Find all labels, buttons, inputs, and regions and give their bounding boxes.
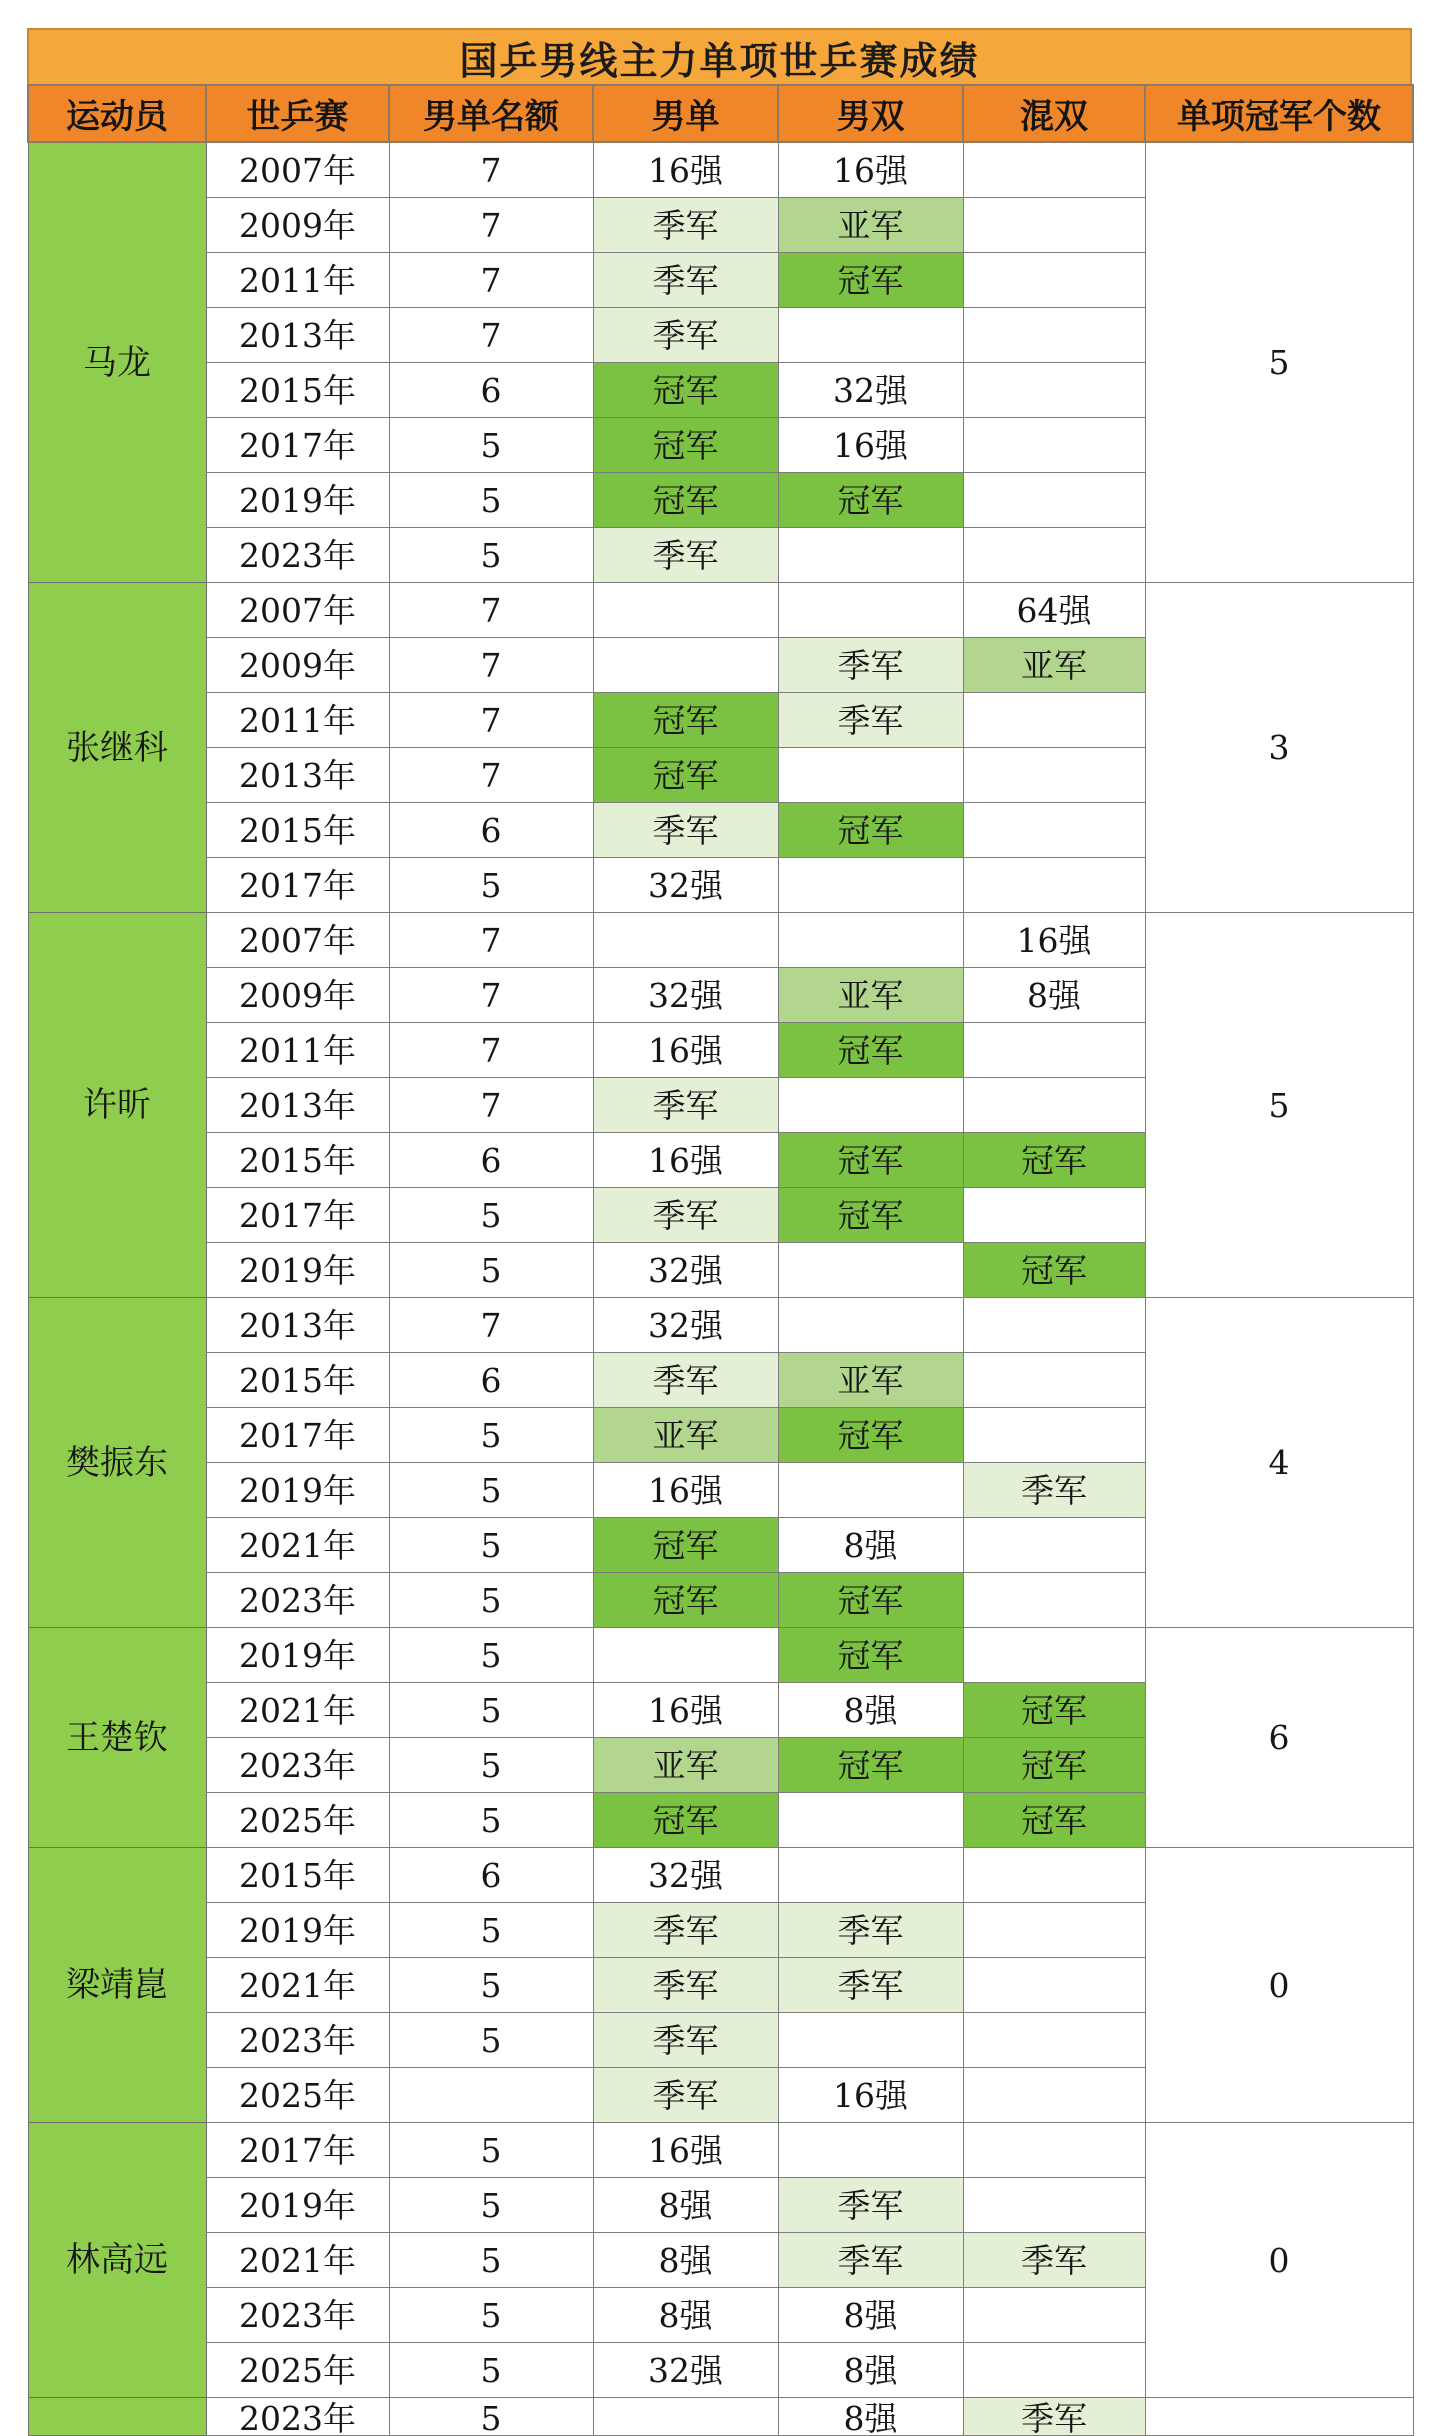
mixed-doubles-result (963, 2178, 1145, 2233)
championship-year: 2017年 (206, 858, 389, 913)
mens-doubles-result (778, 1793, 963, 1848)
mixed-doubles-result (963, 693, 1145, 748)
singles-quota: 7 (389, 583, 593, 638)
table-row (28, 913, 1413, 968)
mens-doubles-result: 季军 (778, 1958, 963, 2013)
singles-quota: 7 (389, 1023, 593, 1078)
mens-doubles-result: 亚军 (778, 1353, 963, 1408)
mens-doubles-result (778, 1848, 963, 1903)
singles-quota: 5 (389, 2178, 593, 2233)
championship-year: 2013年 (206, 748, 389, 803)
championship-year: 2013年 (206, 1078, 389, 1133)
singles-quota: 7 (389, 968, 593, 1023)
mens-doubles-result (778, 1078, 963, 1133)
mens-singles-result: 冠军 (593, 748, 778, 803)
title-count: 5 (1145, 142, 1413, 583)
singles-quota: 7 (389, 913, 593, 968)
mixed-doubles-result (963, 2123, 1145, 2178)
championship-year: 2015年 (206, 1848, 389, 1903)
mens-doubles-result (778, 2013, 963, 2068)
singles-quota: 5 (389, 528, 593, 583)
mens-doubles-result: 8强 (778, 1683, 963, 1738)
header-singles-quota: 男单名额 (389, 85, 593, 142)
header-row (28, 85, 1413, 142)
championship-year: 2019年 (206, 1463, 389, 1518)
singles-quota: 7 (389, 1078, 593, 1133)
championship-year: 2021年 (206, 2233, 389, 2288)
mixed-doubles-result: 冠军 (963, 1738, 1145, 1793)
championship-year: 2017年 (206, 2123, 389, 2178)
mixed-doubles-result: 冠军 (963, 1793, 1145, 1848)
championship-year: 2013年 (206, 308, 389, 363)
mens-doubles-result (778, 2123, 963, 2178)
mixed-doubles-result (963, 418, 1145, 473)
mens-doubles-result: 8强 (778, 1518, 963, 1573)
mens-doubles-result-text: 8强 (843, 2399, 898, 2436)
mens-doubles-result: 冠军 (778, 1573, 963, 1628)
mens-singles-result (593, 913, 778, 968)
mens-doubles-result (778, 528, 963, 583)
header-mens-singles: 男单 (593, 85, 778, 142)
mens-singles-result: 冠军 (593, 1518, 778, 1573)
mens-singles-result: 16强 (593, 1023, 778, 1078)
singles-quota: 5 (389, 2233, 593, 2288)
singles-quota: 5 (389, 1683, 593, 1738)
mens-doubles-result: 冠军 (778, 1133, 963, 1188)
mens-singles-result: 季军 (593, 1958, 778, 2013)
mens-doubles-result: 冠军 (778, 473, 963, 528)
mens-doubles-result: 冠军 (778, 1738, 963, 1793)
mens-singles-result: 冠军 (593, 473, 778, 528)
title-count: 0 (1145, 2123, 1413, 2398)
championship-year: 2009年 (206, 198, 389, 253)
mixed-doubles-result: 季军 (963, 1463, 1145, 1518)
mixed-doubles-result (963, 858, 1145, 913)
mens-singles-result: 8强 (593, 2288, 778, 2343)
mens-singles-result: 季军 (593, 2013, 778, 2068)
results-table (27, 84, 1414, 2436)
table-row (28, 583, 1413, 638)
mixed-doubles-result (963, 308, 1145, 363)
singles-quota: 5 (389, 1903, 593, 1958)
mens-singles-result: 冠军 (593, 363, 778, 418)
mens-doubles-result: 亚军 (778, 198, 963, 253)
title-count: 5 (1145, 913, 1413, 1298)
athlete-name: 樊振东 (28, 1298, 206, 1628)
mixed-doubles-result (963, 1628, 1145, 1683)
mixed-doubles-result (963, 1298, 1145, 1353)
singles-quota: 7 (389, 693, 593, 748)
championship-year: 2009年 (206, 968, 389, 1023)
singles-quota: 5 (389, 1573, 593, 1628)
singles-quota (389, 2068, 593, 2123)
mens-doubles-result: 冠军 (778, 1628, 963, 1683)
mixed-doubles-result: 亚军 (963, 638, 1145, 693)
singles-quota: 6 (389, 1848, 593, 1903)
table-body (28, 142, 1413, 2436)
mens-singles-result: 16强 (593, 1463, 778, 1518)
championship-year: 2025年 (206, 2343, 389, 2398)
mens-singles-result: 季军 (593, 2068, 778, 2123)
mens-singles-result: 季军 (593, 528, 778, 583)
mens-doubles-result: 8强 (778, 2288, 963, 2343)
mens-singles-result: 32强 (593, 968, 778, 1023)
mixed-doubles-result (963, 1903, 1145, 1958)
championship-year: 2007年 (206, 913, 389, 968)
title-count-partial (1145, 2398, 1413, 2436)
singles-quota-text: 5 (480, 2399, 502, 2436)
championship-year: 2011年 (206, 693, 389, 748)
mens-singles-result: 8强 (593, 2178, 778, 2233)
athlete-name: 林高远 (28, 2123, 206, 2398)
mens-doubles-result: 亚军 (778, 968, 963, 1023)
athlete-name: 张继科 (28, 583, 206, 913)
results-sheet (27, 28, 1412, 2436)
header-title-count: 单项冠军个数 (1145, 85, 1413, 142)
header-mixed-doubles: 混双 (963, 85, 1145, 142)
singles-quota: 5 (389, 1408, 593, 1463)
mixed-doubles-result (963, 1023, 1145, 1078)
championship-year: 2017年 (206, 1408, 389, 1463)
championship-year: 2019年 (206, 1628, 389, 1683)
mixed-doubles-result: 16强 (963, 913, 1145, 968)
mixed-doubles-result (963, 2398, 1145, 2436)
singles-quota: 5 (389, 418, 593, 473)
championship-year: 2007年 (206, 142, 389, 198)
mens-singles-result: 季军 (593, 1903, 778, 1958)
mixed-doubles-result (963, 198, 1145, 253)
championship-year: 2023年 (206, 1738, 389, 1793)
athlete-name: 王楚钦 (28, 1628, 206, 1848)
mens-singles-result: 32强 (593, 1298, 778, 1353)
mens-doubles-result (778, 308, 963, 363)
championship-year: 2009年 (206, 638, 389, 693)
championship-year: 2025年 (206, 1793, 389, 1848)
mixed-doubles-result (963, 1408, 1145, 1463)
mens-doubles-result: 冠军 (778, 1408, 963, 1463)
singles-quota: 5 (389, 1628, 593, 1683)
championship-year: 2021年 (206, 1958, 389, 2013)
mixed-doubles-result: 冠军 (963, 1243, 1145, 1298)
singles-quota: 7 (389, 308, 593, 363)
mens-singles-result: 32强 (593, 2343, 778, 2398)
singles-quota: 5 (389, 1738, 593, 1793)
championship-year (206, 2398, 389, 2436)
mens-singles-result: 季军 (593, 803, 778, 858)
mens-doubles-result: 季军 (778, 1903, 963, 1958)
mens-singles-result: 32强 (593, 858, 778, 913)
mens-doubles-result: 16强 (778, 142, 963, 198)
mixed-doubles-result (963, 2343, 1145, 2398)
mens-singles-result (593, 1628, 778, 1683)
championship-year: 2019年 (206, 2178, 389, 2233)
mens-doubles-result (778, 748, 963, 803)
championship-year: 2019年 (206, 1903, 389, 1958)
mens-singles-result: 季军 (593, 198, 778, 253)
championship-year: 2019年 (206, 473, 389, 528)
mens-doubles-result (778, 2398, 963, 2436)
championship-year: 2015年 (206, 1133, 389, 1188)
table-row (28, 2123, 1413, 2178)
singles-quota: 6 (389, 363, 593, 418)
mens-singles-result: 季军 (593, 1353, 778, 1408)
mens-singles-result: 冠军 (593, 693, 778, 748)
mens-singles-result: 16强 (593, 1133, 778, 1188)
singles-quota: 5 (389, 1793, 593, 1848)
singles-quota: 6 (389, 1133, 593, 1188)
athlete-name-partial (28, 2398, 206, 2436)
mens-doubles-result: 16强 (778, 418, 963, 473)
mens-doubles-result: 冠军 (778, 1188, 963, 1243)
singles-quota: 5 (389, 1518, 593, 1573)
championship-year: 2021年 (206, 1518, 389, 1573)
mixed-doubles-result (963, 528, 1145, 583)
mixed-doubles-result (963, 2068, 1145, 2123)
mixed-doubles-result: 8强 (963, 968, 1145, 1023)
championship-year: 2023年 (206, 2288, 389, 2343)
header-championship: 世乒赛 (206, 85, 389, 142)
mens-doubles-result: 16强 (778, 2068, 963, 2123)
mens-singles-result: 16强 (593, 2123, 778, 2178)
championship-year: 2011年 (206, 253, 389, 308)
championship-year: 2015年 (206, 803, 389, 858)
championship-year: 2013年 (206, 1298, 389, 1353)
mens-singles-result: 亚军 (593, 1408, 778, 1463)
mens-singles-result: 冠军 (593, 418, 778, 473)
mixed-doubles-result (963, 1848, 1145, 1903)
table-row-partial (28, 2398, 1413, 2436)
title-count: 3 (1145, 583, 1413, 913)
mens-doubles-result: 32强 (778, 363, 963, 418)
mens-singles-result: 32强 (593, 1243, 778, 1298)
mixed-doubles-result: 冠军 (963, 1683, 1145, 1738)
athlete-name: 许昕 (28, 913, 206, 1298)
mens-doubles-result (778, 583, 963, 638)
mixed-doubles-result (963, 1958, 1145, 2013)
title-count: 0 (1145, 1848, 1413, 2123)
mens-doubles-result: 季军 (778, 2178, 963, 2233)
mens-singles-result (593, 638, 778, 693)
table-row (28, 1848, 1413, 1903)
athlete-name: 梁靖崑 (28, 1848, 206, 2123)
mixed-doubles-result: 64强 (963, 583, 1145, 638)
mens-doubles-result: 冠军 (778, 803, 963, 858)
mens-singles-result: 季军 (593, 1188, 778, 1243)
mens-doubles-result (778, 913, 963, 968)
singles-quota: 6 (389, 803, 593, 858)
championship-year: 2015年 (206, 363, 389, 418)
championship-year: 2015年 (206, 1353, 389, 1408)
mens-singles-result: 季军 (593, 1078, 778, 1133)
singles-quota: 7 (389, 198, 593, 253)
header-athlete: 运动员 (28, 85, 206, 142)
mens-singles-result: 季军 (593, 308, 778, 363)
mens-doubles-result (778, 1243, 963, 1298)
singles-quota: 5 (389, 2343, 593, 2398)
title-count: 4 (1145, 1298, 1413, 1628)
championship-year: 2017年 (206, 1188, 389, 1243)
mens-singles-result (593, 583, 778, 638)
table-row (28, 1298, 1413, 1353)
singles-quota: 5 (389, 858, 593, 913)
mens-singles-result: 32强 (593, 1848, 778, 1903)
mens-singles-result: 16强 (593, 142, 778, 198)
mens-doubles-result: 季军 (778, 638, 963, 693)
mens-singles-result (593, 2398, 778, 2436)
mens-doubles-result: 季军 (778, 693, 963, 748)
championship-year: 2019年 (206, 1243, 389, 1298)
championship-year: 2023年 (206, 528, 389, 583)
mens-singles-result: 亚军 (593, 1738, 778, 1793)
singles-quota: 6 (389, 1353, 593, 1408)
mixed-doubles-result: 冠军 (963, 1133, 1145, 1188)
mixed-doubles-result (963, 2288, 1145, 2343)
mixed-doubles-result (963, 1353, 1145, 1408)
singles-quota: 7 (389, 748, 593, 803)
mens-singles-result: 冠军 (593, 1793, 778, 1848)
mixed-doubles-result (963, 142, 1145, 198)
mens-singles-result: 16强 (593, 1683, 778, 1738)
table-row (28, 142, 1413, 198)
mixed-doubles-result (963, 1188, 1145, 1243)
singles-quota: 7 (389, 1298, 593, 1353)
singles-quota: 5 (389, 2123, 593, 2178)
mixed-doubles-result (963, 748, 1145, 803)
championship-year: 2025年 (206, 2068, 389, 2123)
mixed-doubles-result (963, 363, 1145, 418)
table-title: 国乒男线主力单项世乒赛成绩 (27, 28, 1412, 84)
title-count: 6 (1145, 1628, 1413, 1848)
championship-year: 2021年 (206, 1683, 389, 1738)
mixed-doubles-result (963, 1518, 1145, 1573)
mens-doubles-result: 季军 (778, 2233, 963, 2288)
mixed-doubles-result (963, 1078, 1145, 1133)
singles-quota (389, 2398, 593, 2436)
header-mens-doubles: 男双 (778, 85, 963, 142)
athlete-name: 马龙 (28, 142, 206, 583)
mixed-doubles-result (963, 253, 1145, 308)
singles-quota: 5 (389, 1958, 593, 2013)
mens-singles-result: 冠军 (593, 1573, 778, 1628)
table-row (28, 1628, 1413, 1683)
singles-quota: 7 (389, 142, 593, 198)
singles-quota: 5 (389, 2288, 593, 2343)
singles-quota: 5 (389, 1188, 593, 1243)
mixed-doubles-result (963, 2013, 1145, 2068)
mens-doubles-result (778, 1298, 963, 1353)
championship-year-text: 2023年 (239, 2399, 356, 2436)
championship-year: 2023年 (206, 2013, 389, 2068)
mens-doubles-result: 8强 (778, 2343, 963, 2398)
singles-quota: 7 (389, 253, 593, 308)
mens-singles-result: 季军 (593, 253, 778, 308)
mens-doubles-result (778, 1463, 963, 1518)
mens-doubles-result (778, 858, 963, 913)
mens-singles-result: 8强 (593, 2233, 778, 2288)
mens-doubles-result: 冠军 (778, 253, 963, 308)
championship-year: 2011年 (206, 1023, 389, 1078)
mixed-doubles-result-text: 季军 (1021, 2399, 1087, 2436)
singles-quota: 5 (389, 1243, 593, 1298)
mixed-doubles-result (963, 1573, 1145, 1628)
mixed-doubles-result (963, 473, 1145, 528)
singles-quota: 5 (389, 1463, 593, 1518)
singles-quota: 7 (389, 638, 593, 693)
championship-year: 2023年 (206, 1573, 389, 1628)
championship-year: 2017年 (206, 418, 389, 473)
singles-quota: 5 (389, 2013, 593, 2068)
mens-doubles-result: 冠军 (778, 1023, 963, 1078)
championship-year: 2007年 (206, 583, 389, 638)
mixed-doubles-result: 季军 (963, 2233, 1145, 2288)
mixed-doubles-result (963, 803, 1145, 858)
singles-quota: 5 (389, 473, 593, 528)
